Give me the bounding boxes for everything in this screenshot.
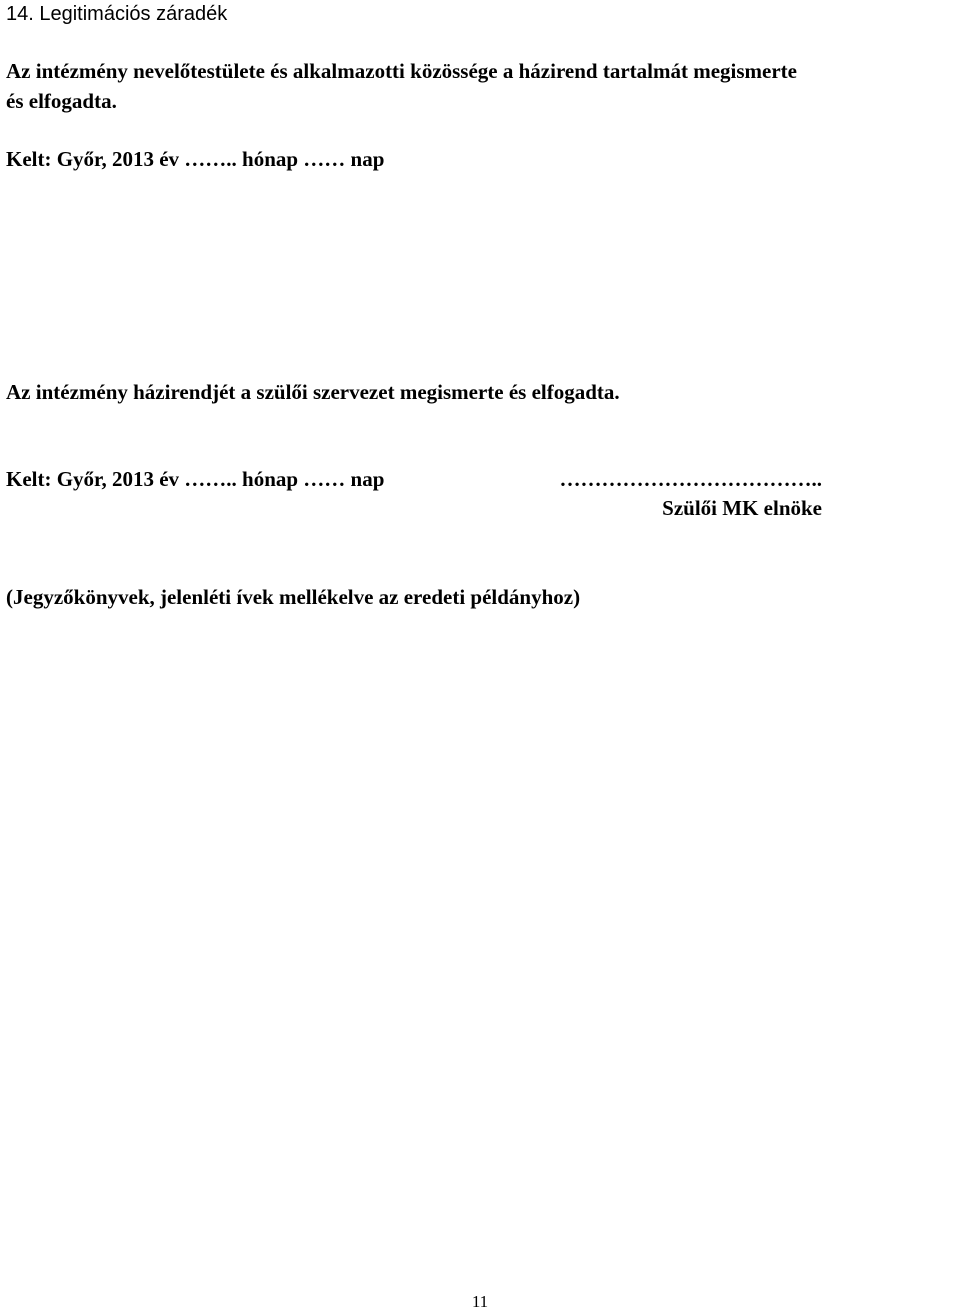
parent-approval-statement: Az intézmény házirendjét a szülői szervezet megismerte és elfogadta.	[6, 380, 620, 404]
staff-approval-date-line: Kelt: Győr, 2013 év …….. hónap …… nap	[6, 147, 385, 171]
signature-block	[508, 467, 822, 520]
staff-approval-statement-line-1: Az intézmény nevelőtestülete és alkalmazotti közössége a házirend tartalmát megismerte	[6, 59, 797, 83]
staff-approval-statement-line-2: és elfogadta.	[6, 89, 117, 113]
signature-role: Szülői MK elnöke	[662, 496, 822, 520]
page-number: 11	[471, 1292, 489, 1311]
attachments-note: (Jegyzőkönyvek, jelenléti ívek mellékelve az eredeti példányhoz)	[6, 585, 581, 609]
parent-approval-date-line: Kelt: Győr, 2013 év …….. hónap …… nap	[6, 467, 385, 491]
signature-line: ………………………………..	[559, 467, 822, 491]
section-heading: 14. Legitimációs záradék	[6, 3, 228, 25]
